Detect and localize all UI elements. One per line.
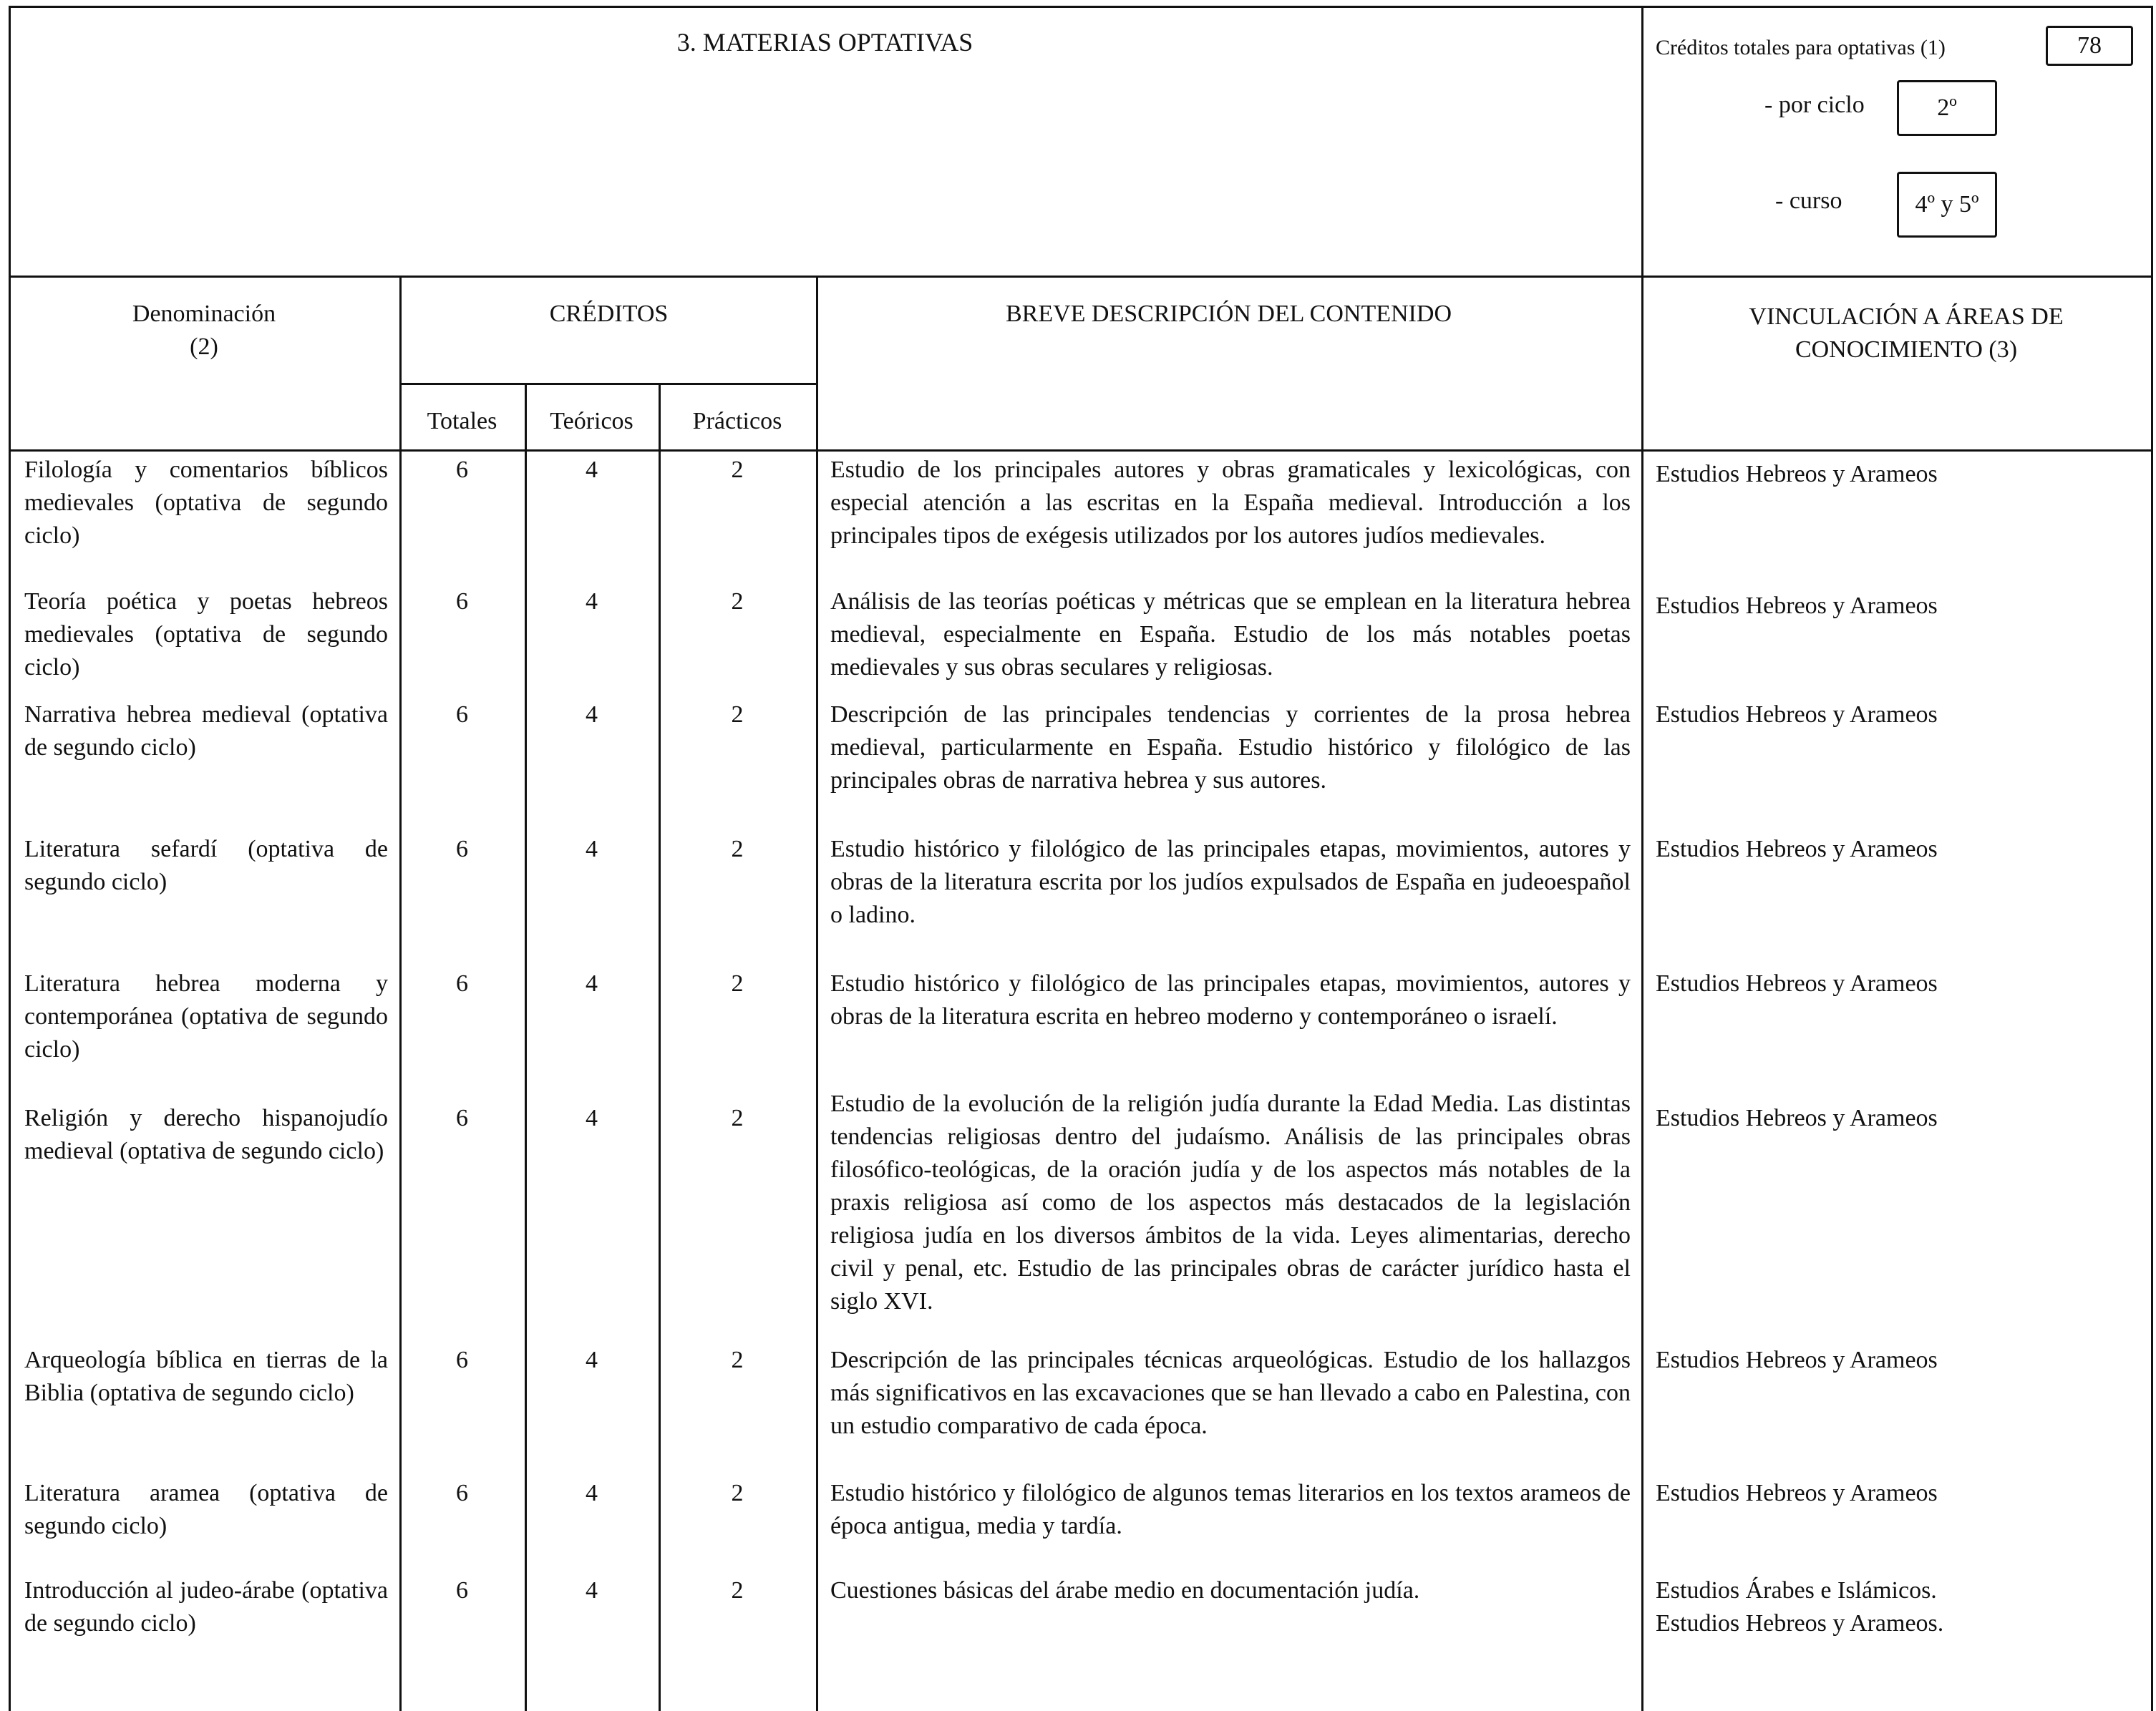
rule-right [2151,6,2153,1711]
row-practicos: 2 [731,836,744,862]
credits-total-value: 78 [2077,32,2102,59]
row-description: Estudio histórico y filológico de las principales etapas, movimientos, autores y obras de la literatura escrita por los judíos expulsados de España en judeoespañol o ladino. [830,836,1631,928]
row-totales: 6 [456,588,468,615]
rule-header-divider [1641,6,1643,1711]
col-denominacion [9,298,399,364]
row-teoricos: 4 [586,1480,598,1506]
row-description: Estudio histórico y filológico de algunos temas literarios en los textos arameos de época antigua, media y tardía. [830,1480,1631,1539]
row-practicos: 2 [731,588,744,615]
row-name: Religión y derecho hispanojudío medieval (optativa de segundo ciclo) [24,1105,388,1164]
row-practicos: 2 [731,457,744,483]
row-description: Descripción de las principales técnicas arqueológicas. Estudio de los hallazgos más significativos en las excavaciones que se han llevado a cabo en Palestina, con un estudio comparativo de cada época. [830,1347,1631,1439]
course-box [1897,172,1997,238]
rule-col-credits [816,276,818,1711]
row-description: Descripción de las principales tendencias y corrientes de la prosa hebrea medieval, particularmente en España. Estudio histórico y filológico de las principales obras de narrativa hebrea y sus autores. [830,701,1631,794]
row-totales: 6 [456,1577,468,1604]
row-description: Estudio de los principales autores y obras gramaticales y lexicológicas, con especial atención a las escritas en la España medieval. Introducción a los principales tipos de exégesis utilizados por los autores judíos medievales. [830,457,1631,549]
row-practicos: 2 [731,1577,744,1604]
row-teoricos: 4 [586,457,598,483]
row-area: Estudios Hebreos y Arameos [1656,1105,1938,1131]
row-practicos: 2 [731,701,744,728]
col-denominacion-label: Denominación [132,301,276,327]
row-practicos: 2 [731,1347,744,1373]
row-totales: 6 [456,970,468,997]
rule-credits-sub [399,383,818,385]
rule-col-totales [525,383,527,1711]
row-practicos: 2 [731,970,744,997]
row-name: Literatura sefardí (optativa de segundo ciclo) [24,836,388,895]
col-practicos: Prácticos [692,408,782,434]
col-vinculacion: VINCULACIÓN A ÁREAS DE CONOCIMIENTO (3) [1749,303,2064,363]
row-name: Filología y comentarios bíblicos medievales (optativa de segundo ciclo) [24,457,388,549]
row-teoricos: 4 [586,1577,598,1604]
row-teoricos: 4 [586,1347,598,1373]
col-descripcion: BREVE DESCRIPCIÓN DEL CONTENIDO [1005,301,1452,327]
rule-top [9,6,2153,8]
row-totales: 6 [456,1480,468,1506]
col-totales: Totales [427,408,497,434]
row-description: Estudio de la evolución de la religión judía durante la Edad Media. Las distintas tendencias religiosas dentro del judaísmo. Análisis de las principales obras filosófico-teológicas, de la oración judía y de los aspectos más notables de la praxis religiosa así como de los aspectos más destacados de la legislación religiosa judía en los diversos ámbitos de la vida. Leyes alimentarias, derecho civil y penal, etc. Estudio de las principales obras de carácter jurídico hasta el siglo XVI. [830,1091,1631,1315]
row-totales: 6 [456,836,468,862]
cycle-box [1897,80,1997,136]
col-teoricos: Teóricos [550,408,633,434]
cycle-value: 2º [1937,94,1957,121]
row-totales: 6 [456,1347,468,1373]
row-teoricos: 4 [586,701,598,728]
row-area: Estudios Hebreos y Arameos [1656,461,1938,487]
row-practicos: 2 [731,1480,744,1506]
row-totales: 6 [456,1105,468,1131]
row-area: Estudios Hebreos y Arameos [1656,970,1938,997]
row-description: Análisis de las teorías poéticas y métricas que se emplean en la literatura hebrea medieval, especialmente en España. Estudio de los más notables poetas medievales y sus obras seculares y religiosas. [830,588,1631,681]
col-denominacion-note: (2) [190,333,218,360]
row-name: Narrativa hebrea medieval (optativa de segundo ciclo) [24,701,388,761]
row-name: Teoría poética y poetas hebreos medievales (optativa de segundo ciclo) [24,588,388,681]
rule-left [9,6,11,1711]
row-teoricos: 4 [586,836,598,862]
course-value: 4º y 5º [1915,191,1979,218]
row-totales: 6 [456,701,468,728]
row-name: Arqueología bíblica en tierras de la Biblia (optativa de segundo ciclo) [24,1347,388,1406]
row-area: Estudios Hebreos y Arameos [1656,593,1938,619]
cycle-label: - por ciclo [1764,92,1865,118]
row-name: Literatura hebrea moderna y contemporánea (optativa de segundo ciclo) [24,970,388,1063]
credits-total-label: Créditos totales para optativas (1) [1656,36,1946,59]
col-creditos: CRÉDITOS [549,301,669,327]
course-label: - curso [1775,187,1842,214]
row-totales: 6 [456,457,468,483]
rule-col-teoricos [659,383,661,1711]
row-teoricos: 4 [586,1105,598,1131]
row-area: Estudios Hebreos y Arameos [1656,1480,1938,1506]
credits-total-box [2046,26,2133,66]
row-description: Cuestiones básicas del árabe medio en documentación judía. [830,1577,1420,1604]
page-title: 3. MATERIAS OPTATIVAS [676,28,973,57]
row-teoricos: 4 [586,970,598,997]
row-teoricos: 4 [586,588,598,615]
row-name: Introducción al judeo-árabe (optativa de segundo ciclo) [24,1577,388,1637]
rule-header-bottom [9,276,2153,278]
row-area: Estudios Hebreos y Arameos [1656,1347,1938,1373]
row-area: Estudios Árabes e Islámicos. Estudios Hebreos y Arameos. [1656,1577,1944,1637]
row-area: Estudios Hebreos y Arameos [1656,836,1938,862]
row-description: Estudio histórico y filológico de las principales etapas, movimientos, autores y obras de la literatura escrita en hebreo moderno y contemporáneo o israelí. [830,970,1631,1030]
row-practicos: 2 [731,1105,744,1131]
row-name: Literatura aramea (optativa de segundo ciclo) [24,1480,388,1539]
row-area: Estudios Hebreos y Arameos [1656,701,1938,728]
rule-columns-bottom [9,449,2153,452]
